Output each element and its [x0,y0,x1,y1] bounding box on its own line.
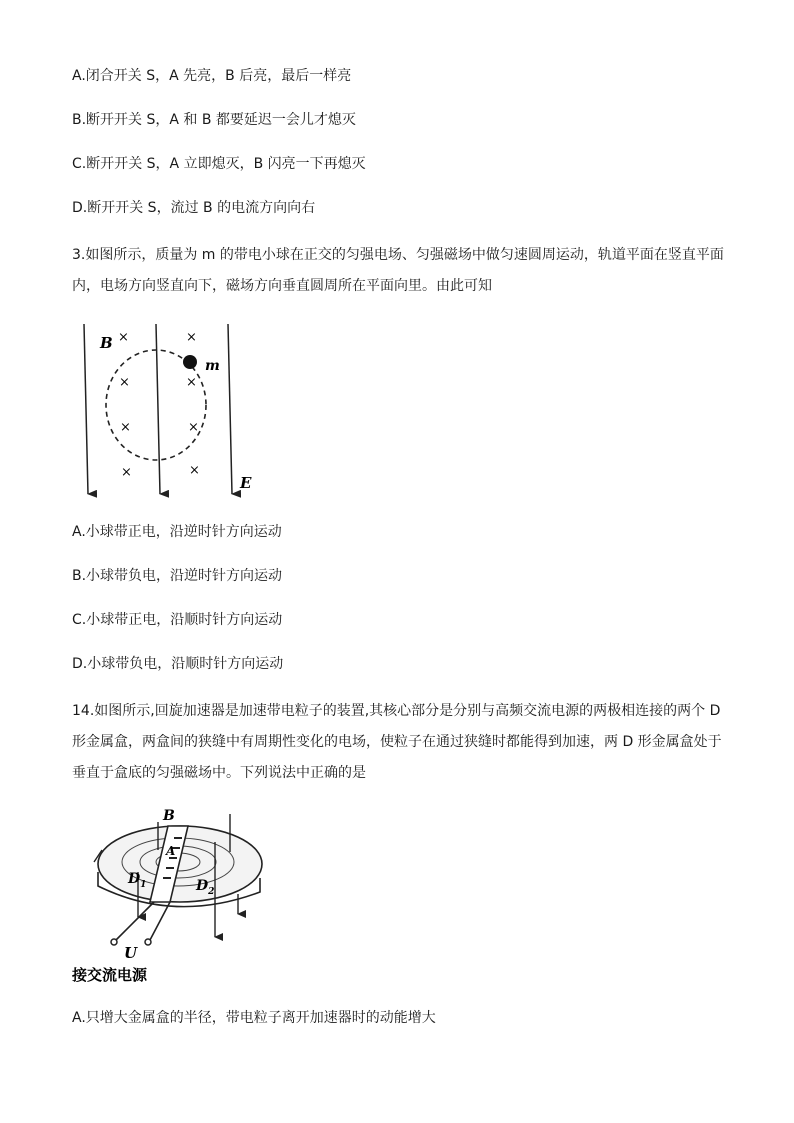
cross-mark: × [121,465,132,480]
q2-option-b: B.断开开关 S，A 和 B 都要延迟一会儿才熄灭 [72,112,356,128]
cross-mark: × [118,330,129,345]
terminal-left [111,939,117,945]
q14-figure [70,802,290,987]
field-line-1 [84,324,88,494]
q3-figure [70,318,270,503]
field-line-3 [228,324,232,494]
figure-caption: 接交流电源 [72,966,148,984]
charged-ball [183,355,197,369]
q3-option-a: A.小球带正电，沿逆时针方向运动 [72,524,282,540]
cross-mark: × [186,330,197,345]
label-e: E [240,474,252,492]
label-b: B [100,334,113,352]
label-d2: $D_2$ [196,878,215,897]
cross-mark: × [120,420,131,435]
q2-option-d: D.断开开关 S，流过 B 的电流方向向右 [72,200,316,216]
cross-mark: × [186,375,197,390]
q3-option-b: B.小球带负电，沿逆时针方向运动 [72,568,283,584]
cross-mark: × [119,375,130,390]
label-b: B [163,808,175,824]
q14-stem: 14.如图所示,回旋加速器是加速带电粒子的装置,其核心部分是分别与高频交流电源的两极相连接的两个 D 形金属盒，两盒间的狭缝中有周期性变化的电场，使粒子在通过狭缝时都能得到加速，两 D 形金属盒处于垂直于盒底的匀强磁场中。下列说法中正确的是 [72,703,722,781]
q3-option-c: C.小球带正电，沿顺时针方向运动 [72,612,283,628]
q2-option-a: A.闭合开关 S，A 先亮，B 后亮，最后一样亮 [72,68,352,84]
wire-right [150,902,170,940]
wire-left [116,902,154,940]
label-m: m [205,358,220,374]
q14-option-a: A.只增大金属盒的半径，带电粒子离开加速器时的动能增大 [72,1010,436,1026]
cross-mark: × [189,463,200,478]
label-a: A [166,844,176,858]
q3-stem: 3.如图所示，质量为 m 的带电小球在正交的匀强电场、匀强磁场中做匀速圆周运动，轨道平面在竖直平面内，电场方向竖直向下，磁场方向垂直圆周所在平面向里。由此可知 [72,247,724,294]
q2-option-c: C.断开开关 S，A 立即熄灭，B 闪亮一下再熄灭 [72,156,366,172]
q3-option-d: D.小球带负电，沿顺时针方向运动 [72,656,284,672]
label-u: U [124,944,138,962]
terminal-right [145,939,151,945]
label-d1: $D_1$ [128,871,147,890]
cross-mark: × [188,420,199,435]
